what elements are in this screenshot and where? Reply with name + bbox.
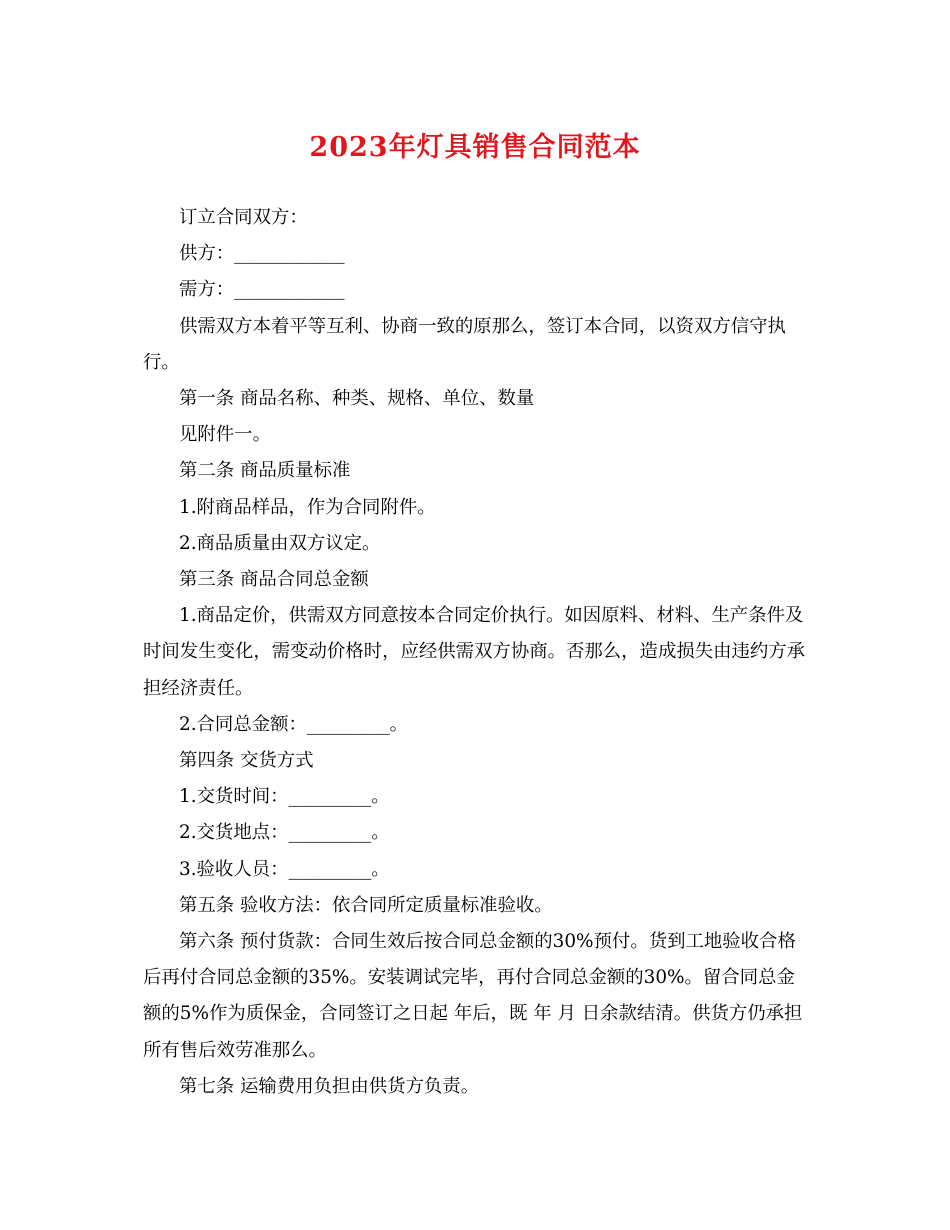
article-2-item-1: 1.附商品样品，作为合同附件。 [179,496,436,518]
article-5: 第五条 验收方法：依合同所定质量标准验收。 [179,894,553,916]
article-1-text: 见附件一。 [179,424,271,446]
article-4-item-2: 2.交货地点：_________。 [179,822,390,844]
article-6: 第六条 预付货款：合同生效后按合同总金额的30%预付。货到工地验收合格后再付合同总金额的35%。安装调试完毕，再付合同总金额的30%。留合同总金额的5%作为质保金，合同签订之日起 年后，既 年 月 日余款结清。供货方仍承担所有售后效劳准那么。 [143,931,803,1061]
article-3-item-1: 1.商品定价，供需双方同意按本合同定价执行。如因原料、材料、生产条件及时间发生变化，需变动价格时，应经供需双方协商。否那么，造成损失由违约方承担经济责任。 [143,605,806,699]
article-2-heading: 第二条 商品质量标准 [179,460,351,482]
article-7: 第七条 运输费用负担由供货方负责。 [179,1075,480,1097]
document-body [143,200,813,1105]
paragraph-preamble: 供需双方本着平等互利、协商一致的原那么，签订本合同，以资双方信守执行。 [143,315,786,373]
article-3-item-2: 2.合同总金额：_________。 [179,713,409,735]
article-4-heading: 第四条 交货方式 [179,750,314,772]
paragraph-supplier: 供方：____________ [179,243,345,265]
article-4-item-1: 1.交货时间：_________。 [179,786,390,808]
article-3-heading: 第三条 商品合同总金额 [179,569,369,591]
article-2-item-2: 2.商品质量由双方议定。 [179,532,381,554]
document-title: 2023年灯具销售合同范本 [309,132,641,163]
paragraph-parties-intro: 订立合同双方： [179,207,308,228]
paragraph-buyer: 需方：____________ [179,279,345,301]
article-4-item-3: 3.验收人员：_________。 [179,858,390,880]
article-1-heading: 第一条 商品名称、种类、规格、单位、数量 [179,388,535,410]
